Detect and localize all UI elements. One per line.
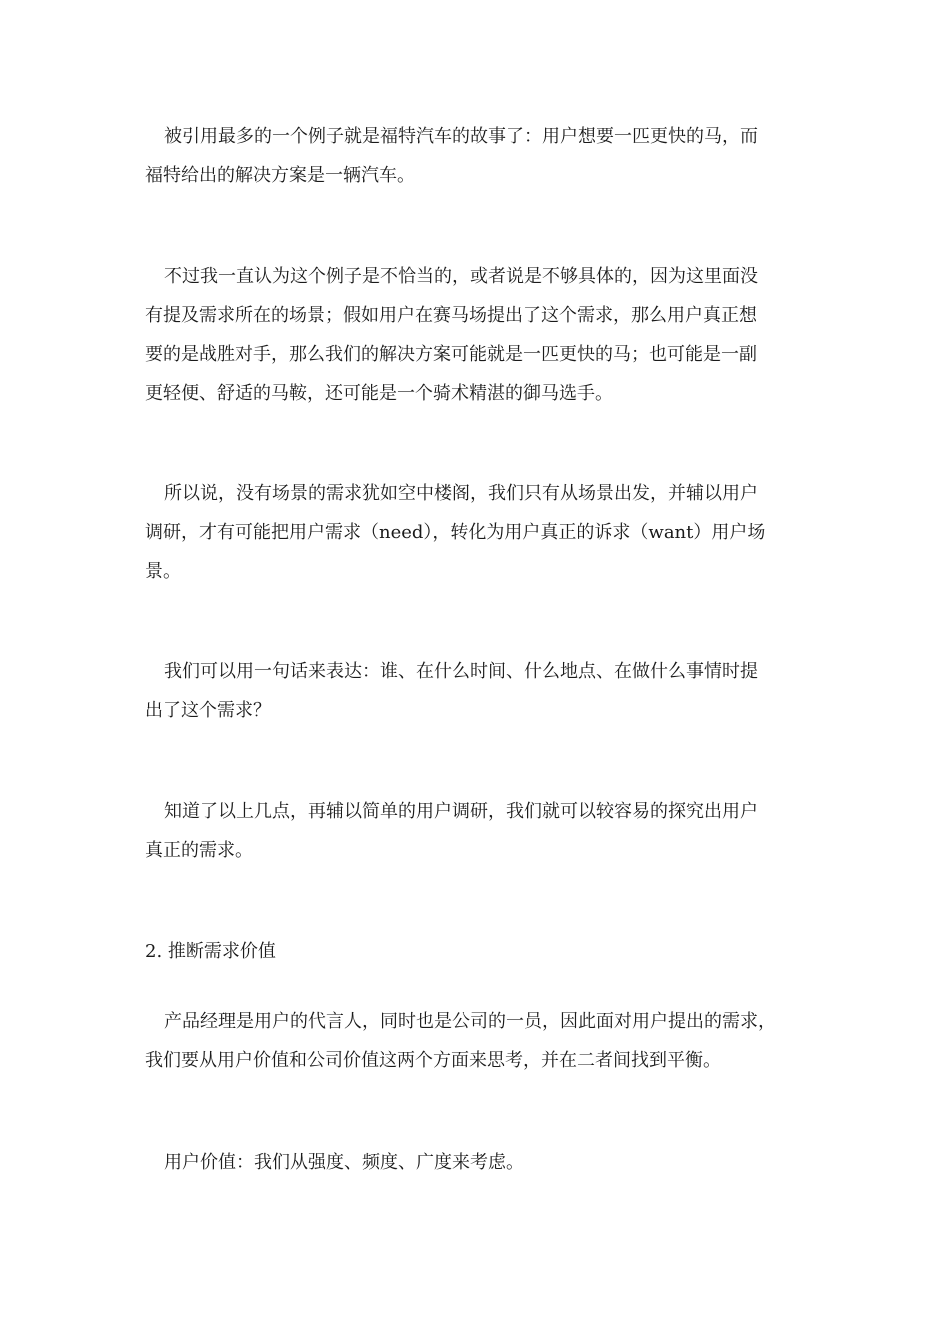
paragraph-one-sentence	[145, 652, 805, 730]
paragraph-user-research	[145, 792, 805, 870]
paragraph-scenario-importance	[145, 474, 805, 591]
text-line: 福特给出的解决方案是一辆汽车。	[145, 165, 415, 186]
text-line: 有提及需求所在的场景；假如用户在赛马场提出了这个需求，那么用户真正想	[145, 305, 757, 326]
text-line: 所以说，没有场景的需求犹如空中楼阁，我们只有从场景出发，并辅以用户	[164, 483, 758, 504]
text-line: 被引用最多的一个例子就是福特汽车的故事了：用户想要一匹更快的马，而	[164, 126, 758, 147]
section-heading: 2. 推断需求价值	[145, 941, 276, 962]
text-line: 景。	[145, 561, 181, 582]
paragraph-scenario-critique	[145, 257, 805, 413]
text-line: 不过我一直认为这个例子是不恰当的，或者说是不够具体的，因为这里面没	[164, 266, 758, 287]
text-line: 调研，才有可能把用户需求（need），转化为用户真正的诉求（want）用户场	[145, 522, 766, 543]
text-line: 产品经理是用户的代言人，同时也是公司的一员，因此面对用户提出的需求，	[164, 1011, 776, 1032]
paragraph-user-value	[145, 1143, 805, 1182]
text-line: 用户价值：我们从强度、频度、广度来考虑。	[164, 1152, 524, 1173]
text-line: 知道了以上几点，再辅以简单的用户调研，我们就可以较容易的探究出用户	[164, 801, 758, 822]
text-line: 要的是战胜对手，那么我们的解决方案可能就是一匹更快的马；也可能是一副	[145, 344, 757, 365]
text-line: 我们可以用一句话来表达：谁、在什么时间、什么地点、在做什么事情时提	[164, 661, 758, 682]
text-line: 真正的需求。	[145, 840, 253, 861]
text-line: 我们要从用户价值和公司价值这两个方面来思考，并在二者间找到平衡。	[145, 1050, 721, 1071]
text-line: 出了这个需求？	[145, 700, 271, 721]
text-line: 更轻便、舒适的马鞍，还可能是一个骑术精湛的御马选手。	[145, 383, 613, 404]
paragraph-ford-example	[145, 117, 805, 195]
paragraph-product-manager	[145, 1002, 805, 1080]
